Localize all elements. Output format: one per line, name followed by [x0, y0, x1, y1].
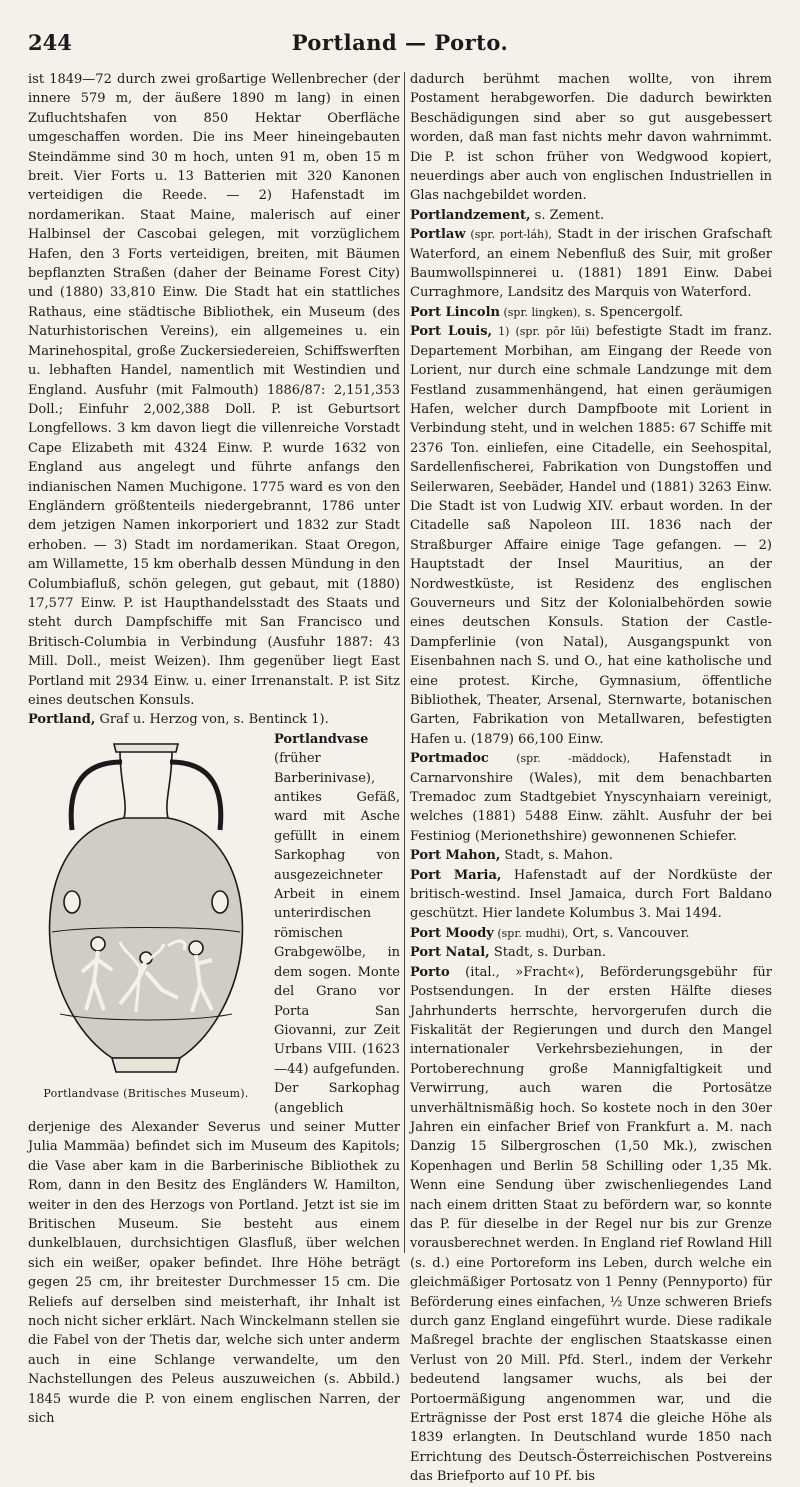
left-column [28, 70, 400, 1427]
entry-text: Stadt in der irischen Grafschaft Waterford, an einem Nebenfluß des Suir, mit großer Baumwollspinnerei u. (1881) 1891 Einw. Dabei Curraghmore, Landsitz des Marquis von Waterford. [410, 227, 772, 301]
headword: Port Moody [410, 925, 494, 941]
dictionary-entry [410, 322, 772, 749]
page-number: 244 [28, 29, 72, 55]
entry-portland-continuation: ist 1849—72 durch zwei großartige Wellenbrecher (der innere 579 m, der äußere 1890 m lang) in einen Zufluchtshafen von 850 Hektar Oberfläche umgeschaffen worden. Die ins Meer hineingebauten Steindämme sind 30 m hoch, unten 91 m, oben 15 m breit. Vier Forts u. 13 Batterien mit 320 Kanonen verteidigen die Reede. — 2) Hafenstadt im nordamerikan. Staat Maine, malerisch auf einer Halbinsel der Cascobai gelegen, mit vorzüglichem Hafen, den 3 Forts verteidigen, breiten, mit Bäumen bepflanzten Straßen (daher der Beiname Forest City) und (1880) 33,810 Einw. Die Stadt hat ein stattliches Rathaus, eine städtische Bibliothek, ein Museum (des Naturhistorischen Vereins), ein allgemeines u. ein Marinehospital, große Zuckersiedereien, Schiffswerften u. lebhaften Handel, namentlich mit Westindien und England. Ausfuhr (mit Falmouth) 1886/87: 2,151,353 Doll.; Einfuhr 2,002,388 Doll. P. ist Geburtsort Longfellows. 3 km davon liegt die villenreiche Vorstadt Cape Elizabeth mit 4324 Einw. P. wurde 1632 von England aus angelegt und führte anfangs den indianischen Namen Muchigone. 1775 ward es von den Engländern größtenteils niedergebrannt, 1786 unter dem jetzigen Namen inkorporiert und 1832 zur Stadt erhoben. — 3) Stadt im nordamerikan. Staat Oregon, am Willamette, 15 km oberhalb dessen Mündung in den Columbiafluß, schön gelegen, gut gebaut, mit (1880) 17,577 Einw. P. ist Haupthandelsstadt des Staats und steht durch Dampfschiffe mit San Francisco und Britisch-Columbia in Verbindung (Ausfuhr 1887: 43 Mill. Doll., meist Weizen). Ihm gegenüber liegt East Portland mit 2934 Einw. u. einer Irrenanstalt. P. ist Sitz eines deutschen Konsuls. [28, 72, 400, 708]
headword: Port Maria, [410, 867, 502, 883]
entry-text: Graf u. Herzog von, s. Bentinck 1). [95, 712, 329, 728]
running-title: Portland — Porto. [291, 29, 509, 55]
entry-text: (ital., »Fracht«), Beförderungsgebühr für Postsendungen. In der ersten Hälfte dieses Jahrhunderts herrschte, hervorgerufen durch die Fiskalität der Regierungen und durch den Mangel internationaler Verkehrsbeziehungen, in der Portoberechnung große Mannigfaltigkeit und Verwirrung, auch waren die Portosätze unverhältnismäßig hoch. So kostete noch in den 30er Jahren ein einfacher Brief von Frankfurt a. M. nach Danzig 15 Silbergroschen (1,50 Mk.), zwischen Kopenhagen und Berlin 58 Schilling oder 1,35 Mk. Wenn eine Sendung über zwischenliegendes Land nach einem dritten Staat zu befördern war, so konnte das P. für dieselbe in der Regel nur bis zur Grenze vorausberechnet werden. In England rief Rowland Hill (s. d.) eine Portoreform ins Leben, durch welche ein gleichmäßiger Portosatz von 1 Penny (Pennyporto) für Beförderung eines einfachen, ½ Unze schweren Briefs durch ganz England eingeführt wurde. Diese radikale Maßregel brachte der englischen Staatskasse einen Verlust von 20 Mill. Pfd. Sterl., indem der Verkehr bedeutend langsamer wuchs, als bei der Portoermäßigung angenommen war, und die Erträgnisse der Post erst 1874 die gleiche Höhe als 1839 erlangten. In Deutschland wurde 1850 nach Errichtung des Deutsch-Österreichischen Postvereins das Briefporto auf 10 Pf. bis [410, 964, 772, 1485]
dictionary-entry [410, 963, 772, 1487]
headword: Port Mahon, [410, 848, 501, 864]
right-column [410, 70, 772, 1485]
entry-text: befestigte Stadt im franz. Departement Morbihan, am Eingang der Reede von Lorient, nur durch eine schmale Landzunge mit dem Festland zusammenhängend, hat einen geräumigen Hafen, welcher durch Dampfboote mit Lorient in Verbindung steht, und in welchen 1885: 67 Schiffe mit 2376 Ton. einliefen, eine Citadelle, ein Seehospital, Sardellenfischerei, Fabrikation von Dungstoffen und Seilerwaren, Seebäder, Handel und (1881) 3263 Einw. Die Stadt ist von Ludwig XIV. erbaut worden. In der Citadelle saß Napoleon III. 1836 nach der Straßburger Affaire einige Tage gefangen. — 2) Hauptstadt der Insel Mauritius, an der Nordwestküste, ist Residenz des englischen Gouverneurs und Sitz der Kolonialbehörden sowie eines deutschen Konsuls. Station der Castle-Dampferlinie (von Natal), Ausgangspunkt von Eisenbahnen nach S. und O., hat eine katholische und eine protest. Kirche, Gymnasium, öffentliche Bibliothek, Theater, Arsenal, Sternwarte, botanischen Garten, Fabrikation von Metallwaren, befestigten Hafen u. (1879) 66,100 Einw. [410, 324, 772, 747]
headword: Portlandvase [274, 731, 369, 747]
page-header [28, 22, 772, 62]
headword: Port Natal, [410, 945, 490, 961]
headword: Porto [410, 964, 450, 980]
dictionary-entry [410, 749, 772, 846]
dictionary-entry [410, 943, 772, 962]
entry-text: Ort, s. Vancouver. [568, 925, 690, 941]
headword: Port Louis, [410, 324, 493, 340]
dictionary-entry [410, 866, 772, 924]
headword: Portlaw [410, 227, 466, 243]
entry-list [410, 206, 772, 1487]
pronunciation: 1) (spr. pōr lūi) [492, 325, 590, 339]
figure-caption: Portlandvase (Britisches Museum). [43, 1087, 249, 1101]
pronunciation: (spr. mudhi), [493, 926, 569, 940]
pronunciation: (spr. -mäddock), [488, 752, 631, 766]
dictionary-entry [410, 846, 772, 865]
dictionary-entry [410, 924, 772, 943]
entry-text: Stadt, s. Durban. [489, 945, 607, 961]
pronunciation: (spr. lingken), [499, 305, 581, 319]
dictionary-entry [410, 303, 772, 322]
headword: Port Lincoln [410, 304, 500, 320]
entry-text: Hafenstadt in Carnarvonshire (Wales), mit dem benachbarten Tremadoc zum Stadtgebiet Ynyscynhaiarn vereinigt, welches (1881) 5488 Einw. zählt. Ausfuhr der bei Festiniog (Merionethshire) gewonnenen Schiefer. [410, 751, 772, 844]
entry-portlandvase [28, 730, 400, 1429]
column-divider [404, 72, 405, 1253]
entry-portlandvase-continuation: dadurch berühmt machen wollte, von ihrem Postament herabgeworfen. Die dadurch bewirkten Beschädigungen sind aber so gut ausgebessert worden, daß man fast nichts mehr davon wahrnimmt. Die P. ist schon früher von Wedgwood kopiert, neuerdings aber auch von englischen Industriellen in Glas nachgebildet worden. [410, 72, 772, 204]
entry-portland-graf [28, 710, 400, 729]
headword: Portmadoc [410, 751, 489, 767]
portland-vase-icon [28, 732, 264, 1082]
entry-text: s. Zement. [530, 207, 605, 223]
entry-text: Stadt, s. Mahon. [500, 848, 613, 864]
headword: Portlandzement, [410, 207, 531, 223]
dictionary-entry [410, 206, 772, 225]
portland-vase-figure [28, 732, 264, 1104]
entry-text: Hafenstadt auf der Nordküste der britisch-westind. Insel Jamaica, durch Fort Baldano geschützt. Hier landete Kolumbus 3. Mai 1494. [410, 867, 772, 922]
entry-text: s. Spencergolf. [580, 304, 684, 320]
headword: Portland, [28, 712, 96, 728]
entry-text: (früher Barberinivase), antikes Gefäß, ward mit Asche gefüllt in einem Sarkophag von ausgezeichneter Arbeit in einem unterirdischen römischen Grabgewölbe, in dem sogen. Monte del Grano vor Porta San Giovanni, zur Zeit Urbans VIII. (1623—44) aufgefunden. Der Sarkophag (angeblich derjenige des Alexander Severus und seiner Mutter Julia Mammäa) befindet sich im Museum des Kapitols; die Vase aber kam in die Barberinische Bibliothek zu Rom, dann in den Besitz des Engländers W. Hamilton, weiter in den des Herzogs von Portland. Jetzt ist sie im Britischen Museum. Sie besteht aus einem dunkelblauen, durchsichtigen Glasfluß, über welchen sich ein weißer, opaker befindet. Ihre Höhe beträgt gegen 25 cm, ihr breitester Durchmesser 15 cm. Die Reliefs auf derselben sind meisterhaft, ihr Inhalt ist noch nicht sicher erklärt. Nach Winckelmann stellen sie die Fabel von der Thetis dar, welche sich unter anderm auch in eine Schlange verwandelte, um den Nachstellungen des Peleus auszuweichen (s. Abbild.) 1845 wurde die P. von einem englischen Narren, der sich [28, 751, 400, 1427]
pronunciation: (spr. port-láh), [465, 228, 552, 242]
dictionary-entry [410, 225, 772, 303]
